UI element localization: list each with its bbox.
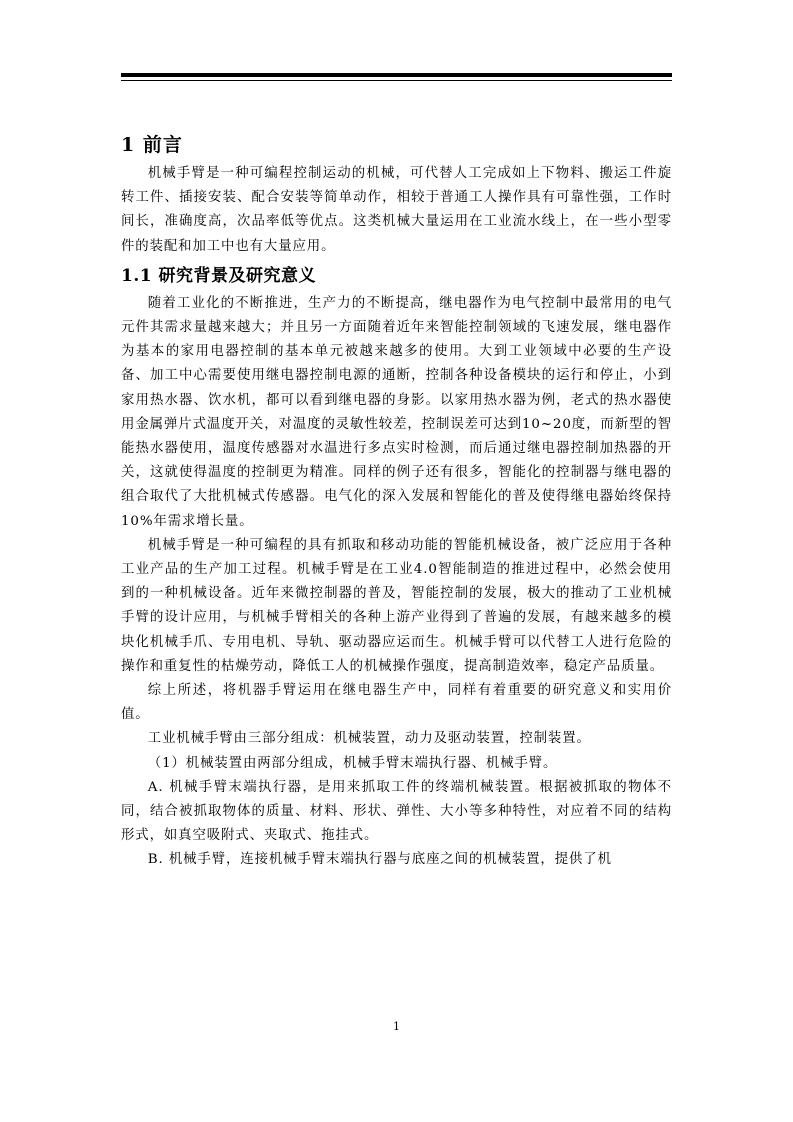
page-number: 1 (393, 1020, 400, 1033)
paragraph-components: 工业机械手臂由三部分组成：机械装置，动力及驱动装置，控制装置。 (147, 731, 591, 747)
paragraph-item-a: A. 机械手臂末端执行器，是用来抓取工件的终端机械装置。根据被抓取的物体不同，结合被抓取物体的质量、材料、形状、弹性、大小等多种特性，对应着不同的结构形式，如真空吸附式、夹取式、拖挂式。 (121, 779, 672, 844)
paragraph-summary: 综上所述，将机器手臂运用在继电器生产中，同样有着重要的研究意义和实用价值。 (121, 683, 672, 723)
section-heading-1-1: 1.1 研究背景及研究意义 (121, 265, 316, 286)
paragraph-intro: 机械手臂是一种可编程控制运动的机械，可代替人工完成如上下物料、搬运工件旋转工件、插接安装、配合安装等简单动作，相较于普通工人操作具有可靠性强，工作时间长，准确度高，次品率低等优点。这类机械大量运用在工业流水线上，在一些小型零件的装配和加工中也有大量应用。 (121, 166, 672, 254)
paragraph-item-b: B. 机械手臂，连接机械手臂末端执行器与底座之间的机械装置，提供了机 (147, 852, 612, 868)
header-rule-thin (121, 80, 672, 81)
paragraph-item-1: （1）机械装置由两部分组成，机械手臂末端执行器、机械手臂。 (147, 755, 558, 771)
paragraph-background-2: 机械手臂是一种可编程的具有抓取和移动功能的智能机械设备，被广泛应用于各种工业产品的生产加工过程。机械手臂是在工业4.0智能制造的推进过程中，必然会使用到的一种机械设备。近年来微控制器的普及，智能控制的发展，极大的推动了工业机械手臂的设计应用，与机械手臂相关的各种上游产业得到了普遍的发展，有越来越多的模块化机械手爪、专用电机、导轨、驱动器应运而生。机械手臂可以代替工人进行危险的操作和重复性的枯燥劳动，降低工人的机械操作强度，提高制造效率，稳定产品质量。 (121, 537, 672, 674)
header-rule-thick (121, 73, 672, 77)
section-heading-1: 1 前言 (121, 134, 183, 156)
document-body (121, 128, 672, 873)
paragraph-background-1: 随着工业化的不断推进，生产力的不断提高，继电器作为电气控制中最常用的电气元件其需求量越来越大；并且另一方面随着近年来智能控制领域的飞速发展，继电器作为基本的家用电器控制的基本单元被越来越多的使用。大到工业领域中必要的生产设备、加工中心需要使用继电器控制电源的通断，控制各种设备模块的运行和停止，小到家用热水器、饮水机，都可以看到继电器的身影。以家用热水器为例，老式的热水器使用金属弹片式温度开关，对温度的灵敏性较差，控制误差可达到10~20度，而新型的智能热水器使用，温度传感器对水温进行多点实时检测，而后通过继电器控制加热器的开关，这就使得温度的控制更为精准。同样的例子还有很多，智能化的控制器与继电器的组合取代了大批机械式传感器。电气化的深入发展和智能化的普及使得继电器始终保持10%年需求增长量。 (121, 295, 672, 529)
